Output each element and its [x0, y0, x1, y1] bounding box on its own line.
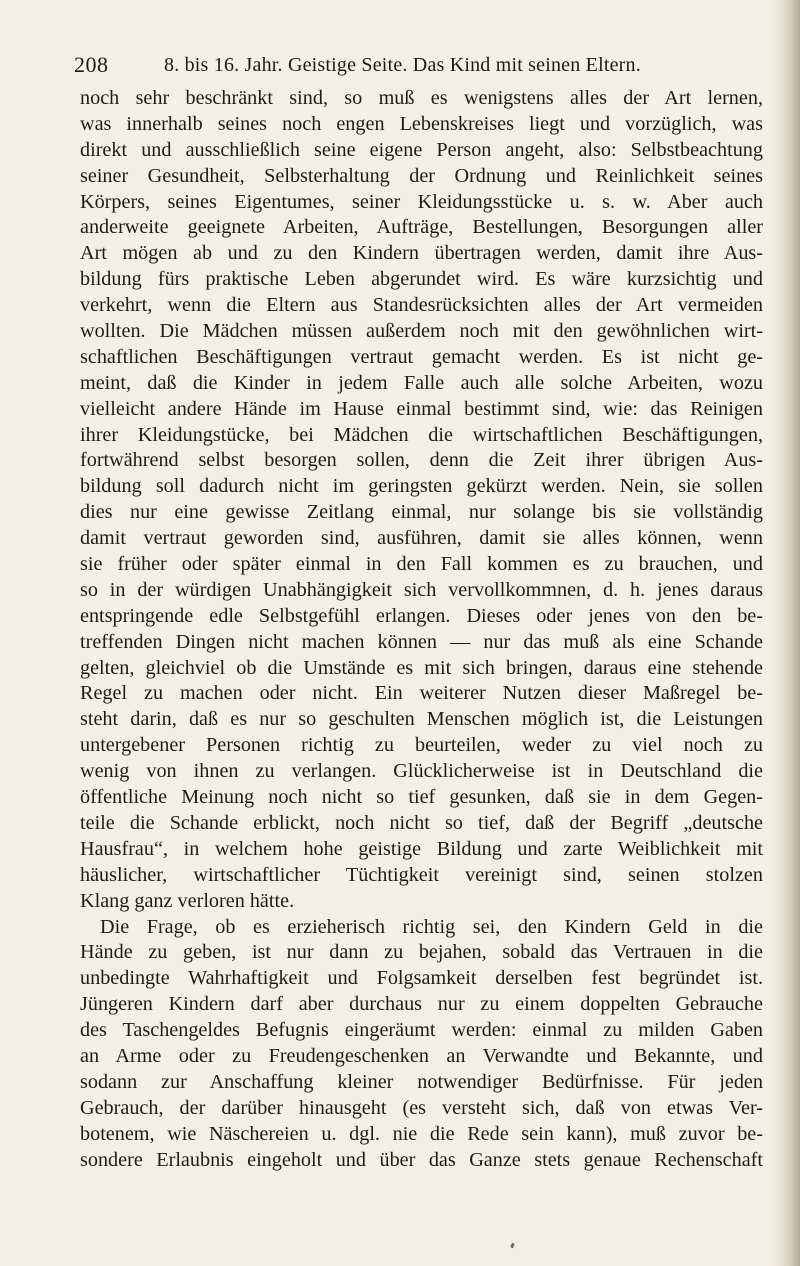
text-line: vielleicht andere Hände im Hause einmal bestimmt sind, wie: das Reinigen — [80, 397, 763, 420]
text-line: wollten. Die Mädchen müssen außerdem noch mit den gewöhnlichen wirt- — [80, 320, 763, 343]
paragraph-start-line: Die Frage, ob es erzieherisch richtig sei, den Kindern Geld in die — [100, 915, 763, 938]
text-line: sodann zur Anschaffung kleiner notwendiger Bedürfnisse. Für jeden — [80, 1070, 763, 1093]
text-line: untergebener Personen richtig zu beurteilen, weder zu viel noch zu — [80, 734, 763, 757]
text-line: botenem, wie Näschereien u. dgl. nie die Rede sein kann), muß zuvor be- — [80, 1122, 763, 1145]
text-line: sondere Erlaubnis eingeholt und über das Ganze stets genaue Rechenschaft — [80, 1148, 763, 1171]
text-line: anderweite geeignete Arbeiten, Aufträge, Bestellungen, Besorgungen aller — [80, 216, 763, 239]
text-line: Hausfrau“, in welchem hohe geistige Bildung und zarte Weiblichkeit mit — [80, 837, 763, 860]
running-title: 8. bis 16. Jahr. Geistige Seite. Das Kind mit seinen Eltern. — [164, 54, 641, 76]
text-line: Art mögen ab und zu den Kindern übertragen werden, damit ihre Aus- — [80, 242, 763, 265]
text-line: teile die Schande erblickt, noch nicht so tief, daß der Begriff „deutsche — [80, 811, 763, 834]
ink-speck — [510, 1243, 515, 1249]
text-line: des Taschengeldes Befugnis eingeräumt werden: einmal zu milden Gaben — [80, 1019, 763, 1042]
paragraph-end-line: Klang ganz verloren hätte. — [80, 889, 295, 912]
body-text — [80, 86, 763, 1173]
text-line: Regel zu machen oder nicht. Ein weiterer Nutzen dieser Maßregel be- — [80, 682, 763, 705]
text-line: verkehrt, wenn die Eltern aus Standesrücksichten alles der Art vermeiden — [80, 294, 763, 317]
text-line: häuslicher, wirtschaftlicher Tüchtigkeit vereinigt sind, seinen stolzen — [80, 863, 763, 886]
text-line: steht darin, daß es nur so geschulten Menschen möglich ist, die Leistungen — [80, 708, 763, 731]
page-edge-shadow — [778, 0, 800, 1266]
text-line: Körpers, seines Eigentumes, seiner Kleidungsstücke u. s. w. Aber auch — [80, 190, 763, 213]
page-header — [74, 48, 754, 82]
text-line: unbedingte Wahrhaftigkeit und Folgsamkeit derselben fest begründet ist. — [80, 967, 763, 990]
text-line: was innerhalb seines noch engen Lebenskreises liegt und vorzüglich, was — [80, 112, 763, 135]
text-line: so in der würdigen Unabhängigkeit sich vervollkommnen, d. h. jenes daraus — [80, 578, 763, 601]
text-line: öffentliche Meinung noch nicht so tief gesunken, daß sie in dem Gegen- — [80, 786, 763, 809]
text-line: dies nur eine gewisse Zeitlang einmal, nur solange bis sie vollständig — [80, 501, 763, 524]
text-line: direkt und ausschließlich seine eigene Person angeht, also: Selbstbeachtung — [80, 138, 763, 161]
text-line: bildung fürs praktische Leben abgerundet wird. Es wäre kurzsichtig und — [80, 268, 763, 291]
page-number: 208 — [74, 52, 109, 77]
text-line: an Arme oder zu Freudengeschenken an Verwandte und Bekannte, und — [80, 1044, 763, 1067]
text-line: Gebrauch, der darüber hinausgeht (es versteht sich, daß von etwas Ver- — [80, 1096, 763, 1119]
text-line: Hände zu geben, ist nur dann zu bejahen, sobald das Vertrauen in die — [80, 941, 763, 964]
text-line: Jüngeren Kindern darf aber durchaus nur zu einem doppelten Gebrauche — [80, 993, 763, 1016]
text-line: treffenden Dingen nicht machen können — nur das muß als eine Schande — [80, 630, 763, 653]
text-line: seiner Gesundheit, Selbsterhaltung der Ordnung und Reinlichkeit seines — [80, 164, 763, 187]
text-line: sie früher oder später einmal in den Fall kommen es zu brauchen, und — [80, 553, 763, 576]
text-line: noch sehr beschränkt sind, so muß es wenigstens alles der Art lernen, — [80, 87, 763, 109]
text-line: entspringende edle Selbstgefühl erlangen. Dieses oder jenes von den be- — [80, 604, 763, 627]
text-line: ihrer Kleidungstücke, bei Mädchen die wirtschaftlichen Beschäftigungen, — [80, 423, 763, 446]
text-line: damit vertraut geworden sind, ausführen, damit sie alles können, wenn — [80, 527, 763, 550]
text-line: wenig von ihnen zu verlangen. Glücklicherweise ist in Deutschland die — [80, 760, 763, 783]
text-line: meint, daß die Kinder in jedem Falle auch alle solche Arbeiten, wozu — [80, 371, 763, 394]
text-line: bildung soll dadurch nicht im geringsten gekürzt werden. Nein, sie sollen — [80, 475, 763, 498]
text-line: schaftlichen Beschäftigungen vertraut gemacht werden. Es ist nicht ge- — [80, 345, 763, 368]
text-line: gelten, gleichviel ob die Umstände es mit sich bringen, daraus eine stehende — [80, 656, 763, 679]
text-line: fortwährend selbst besorgen sollen, denn die Zeit ihrer übrigen Aus- — [80, 449, 763, 472]
